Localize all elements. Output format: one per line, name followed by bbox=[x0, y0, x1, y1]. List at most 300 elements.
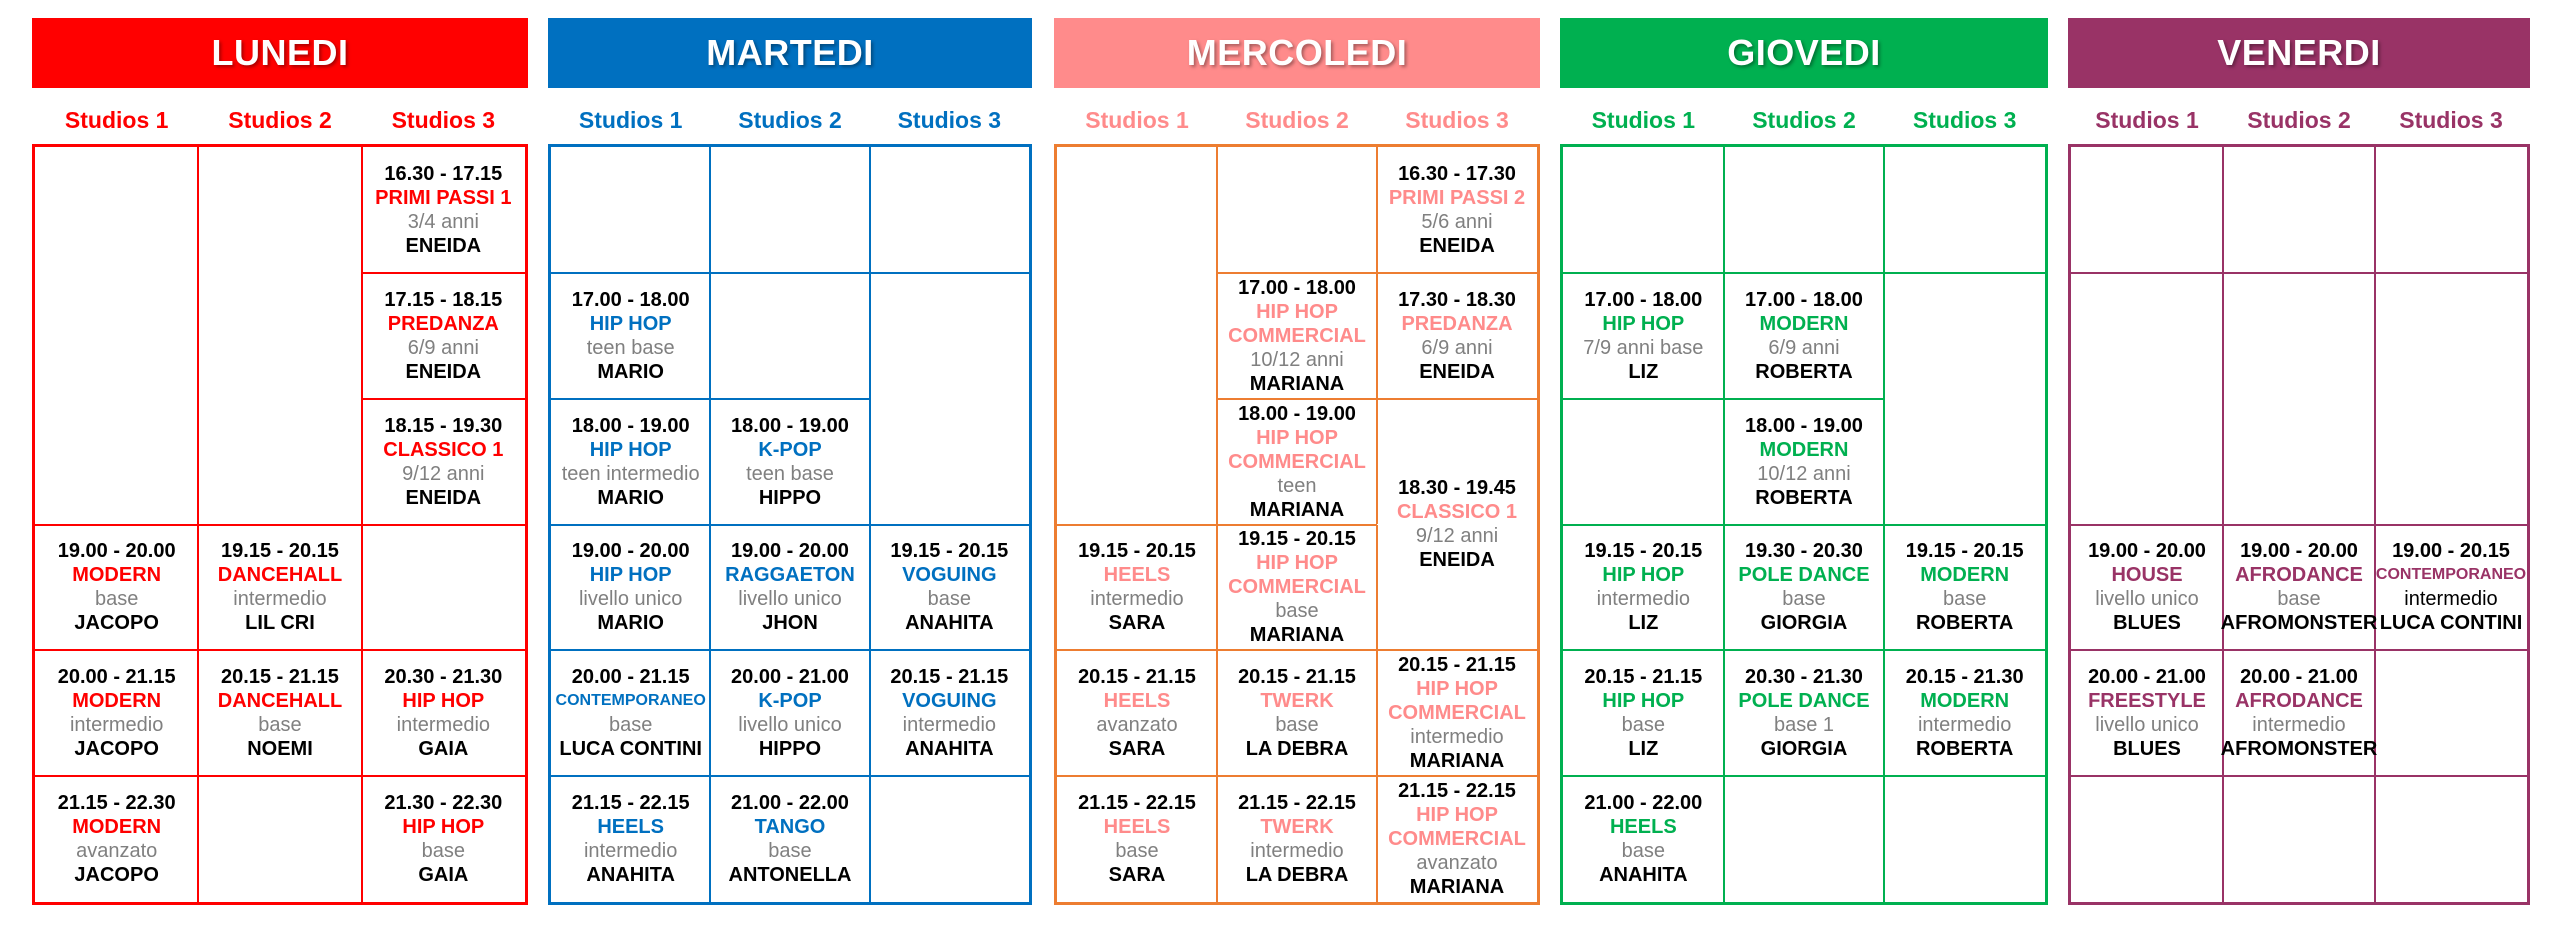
studio-label: Studios 3 bbox=[897, 106, 1002, 133]
class-style: HIP HOP bbox=[589, 438, 672, 461]
class-time: 20.15 - 21.30 bbox=[1905, 666, 2024, 689]
class-teacher: ANAHITA bbox=[905, 612, 994, 635]
day-header-venerdi: VENERDI bbox=[2068, 18, 2530, 88]
class-level: intermedio bbox=[1250, 840, 1344, 863]
class-time: 16.30 - 17.30 bbox=[1398, 162, 1516, 185]
class-style: MODERN bbox=[1920, 564, 2010, 587]
class-level: base 1 bbox=[1773, 714, 1835, 737]
class-teacher: MARIANA bbox=[1249, 498, 1345, 521]
class-time: 20.15 - 21.15 bbox=[1398, 654, 1516, 677]
studio-label: Studios 3 bbox=[391, 106, 496, 133]
class-level: avanzato bbox=[1096, 714, 1178, 737]
class-slot[interactable] bbox=[1057, 650, 1217, 776]
class-style: TWERK bbox=[1260, 816, 1334, 839]
class-slot[interactable] bbox=[1377, 147, 1537, 273]
empty-slot bbox=[2071, 776, 2223, 902]
class-teacher: GAIA bbox=[418, 864, 469, 887]
class-style: TANGO bbox=[754, 816, 826, 839]
class-slot[interactable] bbox=[1724, 650, 1885, 776]
class-time: 16.30 - 17.15 bbox=[384, 162, 503, 185]
class-level: intermedio bbox=[396, 714, 491, 737]
class-level: base bbox=[1942, 588, 1987, 611]
class-time: 20.30 - 21.30 bbox=[1745, 666, 1863, 689]
class-time: 19.15 - 20.15 bbox=[1905, 540, 2024, 563]
class-time: 20.15 - 21.15 bbox=[1078, 666, 1196, 689]
class-style: POLE DANCE bbox=[1738, 690, 1870, 713]
class-teacher: ANAHITA bbox=[905, 738, 994, 761]
class-time: 19.15 - 20.15 bbox=[1078, 540, 1196, 563]
class-style: MODERN bbox=[1759, 438, 1849, 461]
class-style: HIP HOP bbox=[1602, 564, 1685, 587]
studio-label: Studios 2 bbox=[1752, 106, 1856, 133]
class-level: base bbox=[421, 840, 465, 863]
empty-slot bbox=[1884, 273, 2045, 525]
studio-label: Studios 1 bbox=[1591, 106, 1696, 133]
day-column-mercoledi bbox=[1054, 0, 1540, 937]
class-slot[interactable] bbox=[870, 525, 1029, 651]
day-header-giovedi: GIOVEDI bbox=[1560, 18, 2048, 88]
class-level: base bbox=[258, 714, 302, 737]
class-teacher: ANTONELLA bbox=[728, 864, 852, 887]
class-time: 19.15 - 20.15 bbox=[890, 540, 1009, 563]
class-slot[interactable] bbox=[1217, 525, 1377, 651]
class-teacher: LUCA CONTINI bbox=[559, 738, 702, 761]
day-header-mercoledi: MERCOLEDI bbox=[1054, 18, 1540, 88]
class-level: teen base bbox=[586, 336, 675, 359]
class-time: 17.15 - 18.15 bbox=[384, 288, 503, 311]
class-style: PRIMI PASSI 2 bbox=[1388, 186, 1526, 209]
class-style: HEELS bbox=[1103, 564, 1171, 587]
class-style: FREESTYLE bbox=[2088, 690, 2206, 713]
class-time: 17.30 - 18.30 bbox=[1398, 288, 1516, 311]
class-slot[interactable] bbox=[1724, 399, 1885, 525]
class-teacher: SARA bbox=[1108, 864, 1166, 887]
class-teacher: JACOPO bbox=[74, 612, 159, 635]
class-slot[interactable] bbox=[1884, 525, 2045, 651]
class-time: 18.15 - 19.30 bbox=[384, 414, 503, 437]
class-teacher: LUCA CONTINI bbox=[2379, 612, 2523, 635]
class-teacher: MARIANA bbox=[1409, 750, 1505, 773]
class-style: CLASSICO 1 bbox=[1396, 501, 1518, 524]
class-style: HEELS bbox=[1609, 816, 1677, 839]
class-level: intermedio bbox=[2404, 588, 2498, 611]
empty-slot bbox=[198, 147, 361, 525]
class-level: intermedio bbox=[583, 840, 678, 863]
class-teacher: ROBERTA bbox=[1915, 612, 2014, 635]
class-teacher: LIL CRI bbox=[245, 612, 315, 635]
class-style: MODERN bbox=[72, 816, 162, 839]
class-time: 18.00 - 19.00 bbox=[731, 414, 849, 437]
class-teacher: ENEIDA bbox=[405, 234, 482, 257]
class-style: K-POP bbox=[758, 690, 822, 713]
class-level: 7/9 anni base bbox=[1583, 336, 1704, 359]
class-style: HIP HOP bbox=[1256, 552, 1338, 575]
class-slot[interactable] bbox=[2375, 525, 2527, 651]
class-teacher: MARIANA bbox=[1249, 624, 1345, 647]
class-teacher: ENEIDA bbox=[405, 360, 482, 383]
empty-slot bbox=[1563, 399, 1724, 525]
class-level: 3/4 anni bbox=[407, 210, 479, 233]
schedule-grid-lunedi bbox=[32, 144, 528, 905]
class-level: base bbox=[1275, 714, 1319, 737]
class-slot[interactable] bbox=[870, 650, 1029, 776]
class-slot[interactable] bbox=[2220, 650, 2378, 776]
class-slot[interactable] bbox=[362, 399, 525, 525]
class-level: 6/9 anni bbox=[407, 336, 479, 359]
class-level: teen intermedio bbox=[561, 462, 700, 485]
class-level: intermedio bbox=[1410, 726, 1504, 749]
class-slot[interactable] bbox=[35, 776, 198, 902]
empty-slot bbox=[2223, 776, 2375, 902]
class-time: 20.15 - 21.15 bbox=[1584, 666, 1703, 689]
class-style: DANCEHALL bbox=[217, 690, 343, 713]
class-teacher: MARIANA bbox=[1249, 372, 1345, 395]
class-level: teen bbox=[1277, 474, 1317, 497]
empty-slot bbox=[2375, 147, 2527, 273]
schedule-grid-mercoledi bbox=[1054, 144, 1540, 905]
empty-slot bbox=[1724, 776, 1885, 902]
class-level: intermedio bbox=[233, 588, 327, 611]
class-time: 18.30 - 19.45 bbox=[1398, 477, 1516, 500]
class-style: AFRODANCE bbox=[2235, 564, 2363, 587]
class-level: 9/12 anni bbox=[402, 462, 485, 485]
class-style: MODERN bbox=[72, 564, 162, 587]
class-slot[interactable] bbox=[1563, 273, 1724, 399]
class-teacher: MARIO bbox=[597, 360, 664, 383]
class-teacher: GAIA bbox=[418, 738, 469, 761]
class-time: 21.00 - 22.00 bbox=[1584, 792, 1703, 815]
class-teacher: JACOPO bbox=[74, 864, 159, 887]
day-column-giovedi bbox=[1560, 0, 2048, 937]
class-teacher: GIORGIA bbox=[1760, 738, 1848, 761]
class-style: HIP HOP bbox=[1256, 300, 1338, 323]
class-style: PRIMI PASSI 1 bbox=[375, 186, 512, 209]
studio-label: Studios 1 bbox=[2095, 106, 2199, 133]
class-level: intermedio bbox=[69, 714, 164, 737]
class-style: HEELS bbox=[597, 816, 664, 839]
class-style: PREDANZA bbox=[1401, 312, 1513, 335]
class-style: RAGGAETON bbox=[725, 564, 855, 587]
class-teacher: HIPPO bbox=[758, 738, 822, 761]
empty-slot bbox=[710, 147, 869, 273]
class-style: HIP HOP bbox=[589, 564, 672, 587]
class-level: base bbox=[1115, 840, 1159, 863]
empty-slot bbox=[1217, 147, 1377, 273]
empty-slot bbox=[198, 776, 361, 902]
class-time: 20.15 - 21.15 bbox=[890, 666, 1009, 689]
class-time: 20.30 - 21.30 bbox=[384, 666, 503, 689]
studio-label: Studios 2 bbox=[228, 106, 332, 133]
empty-slot bbox=[2375, 776, 2527, 902]
class-style: VOGUING bbox=[902, 564, 997, 587]
class-level: teen base bbox=[746, 462, 834, 485]
class-slot[interactable] bbox=[198, 650, 361, 776]
class-slot[interactable] bbox=[1057, 525, 1217, 651]
class-style: MODERN bbox=[1759, 312, 1849, 335]
class-level: base bbox=[2277, 588, 2321, 611]
class-style: COMMERCIAL bbox=[1228, 576, 1366, 599]
empty-slot bbox=[2071, 147, 2223, 273]
class-style: HOUSE bbox=[2111, 564, 2183, 587]
studio-label: Studios 1 bbox=[64, 106, 169, 133]
class-time: 17.00 - 18.00 bbox=[1745, 288, 1863, 311]
class-time: 21.15 - 22.15 bbox=[1078, 792, 1196, 815]
class-style: HIP HOP bbox=[1256, 426, 1338, 449]
class-slot[interactable] bbox=[1217, 399, 1377, 525]
class-slot[interactable] bbox=[710, 525, 869, 651]
class-level: intermedio bbox=[2252, 714, 2346, 737]
day-column-venerdi bbox=[2068, 0, 2530, 937]
class-slot[interactable] bbox=[551, 776, 710, 902]
class-teacher: ENEIDA bbox=[1419, 360, 1495, 383]
empty-slot bbox=[1057, 147, 1217, 525]
class-teacher: ENEIDA bbox=[1419, 549, 1495, 572]
empty-slot bbox=[362, 525, 525, 651]
class-slot[interactable] bbox=[1563, 650, 1724, 776]
class-style: K-POP bbox=[758, 438, 822, 461]
studio-label: Studios 1 bbox=[578, 106, 683, 133]
empty-slot bbox=[1563, 147, 1724, 273]
class-teacher: HIPPO bbox=[758, 486, 822, 509]
class-level: livello unico bbox=[2095, 714, 2199, 737]
class-level: base bbox=[927, 588, 971, 611]
day-header-lunedi: LUNEDI bbox=[32, 18, 528, 88]
class-style: HIP HOP bbox=[589, 312, 672, 335]
class-time: 19.00 - 20.00 bbox=[571, 540, 690, 563]
class-time: 20.15 - 21.15 bbox=[1238, 666, 1356, 689]
class-teacher: BLUES bbox=[2113, 738, 2181, 761]
class-slot[interactable] bbox=[1377, 650, 1537, 776]
class-teacher: NOEMI bbox=[247, 738, 313, 761]
class-style: AFRODANCE bbox=[2235, 690, 2363, 713]
class-slot[interactable] bbox=[1217, 776, 1377, 902]
class-teacher: SARA bbox=[1108, 738, 1166, 761]
class-slot[interactable] bbox=[710, 650, 869, 776]
class-time: 18.00 - 19.00 bbox=[1238, 402, 1356, 425]
class-level: avanzato bbox=[1416, 852, 1498, 875]
class-style: HIP HOP bbox=[402, 816, 485, 839]
class-level: 5/6 anni bbox=[1421, 210, 1493, 233]
studio-label: Studios 1 bbox=[1085, 106, 1189, 133]
class-level: livello unico bbox=[738, 714, 842, 737]
class-slot[interactable] bbox=[35, 650, 198, 776]
class-style: CONTEMPORANEO bbox=[2375, 566, 2527, 584]
day-column-lunedi bbox=[32, 0, 528, 937]
class-slot[interactable] bbox=[1563, 776, 1724, 902]
class-level: 10/12 anni bbox=[1757, 462, 1851, 485]
empty-slot bbox=[2375, 650, 2527, 776]
class-level: avanzato bbox=[76, 840, 158, 863]
class-level: base bbox=[94, 588, 139, 611]
empty-slot bbox=[870, 776, 1029, 902]
empty-slot bbox=[870, 273, 1029, 525]
class-level: base bbox=[1782, 588, 1826, 611]
studio-label: Studios 2 bbox=[2247, 106, 2351, 133]
class-teacher: ROBERTA bbox=[1755, 486, 1853, 509]
class-time: 21.15 - 22.30 bbox=[57, 792, 176, 815]
class-slot[interactable] bbox=[551, 525, 710, 651]
class-level: base bbox=[768, 840, 812, 863]
class-time: 21.15 - 22.15 bbox=[571, 792, 690, 815]
class-slot[interactable] bbox=[551, 399, 710, 525]
class-slot[interactable] bbox=[2071, 525, 2223, 651]
class-teacher: ROBERTA bbox=[1915, 738, 2014, 761]
schedule-grid-venerdi bbox=[2068, 144, 2530, 905]
class-time: 20.15 - 21.15 bbox=[221, 666, 339, 689]
empty-slot bbox=[551, 147, 710, 273]
class-style: COMMERCIAL bbox=[1228, 324, 1366, 347]
class-slot[interactable] bbox=[362, 147, 525, 273]
class-teacher: ENEIDA bbox=[1419, 234, 1495, 257]
class-style: MODERN bbox=[1920, 690, 2010, 713]
class-style: COMMERCIAL bbox=[1228, 450, 1366, 473]
class-time: 17.00 - 18.00 bbox=[571, 288, 690, 311]
studio-label: Studios 3 bbox=[1912, 106, 2017, 133]
empty-slot bbox=[2223, 147, 2375, 273]
class-level: base bbox=[1621, 840, 1666, 863]
class-slot[interactable] bbox=[1377, 776, 1537, 902]
class-level: intermedio bbox=[1917, 714, 2012, 737]
class-style: POLE DANCE bbox=[1738, 564, 1870, 587]
class-time: 19.00 - 20.00 bbox=[2088, 540, 2206, 563]
class-time: 19.00 - 20.00 bbox=[731, 540, 849, 563]
class-time: 19.00 - 20.00 bbox=[2240, 540, 2358, 563]
class-style: HIP HOP bbox=[1416, 804, 1498, 827]
class-slot[interactable] bbox=[1884, 650, 2045, 776]
class-time: 20.00 - 21.00 bbox=[2240, 666, 2358, 689]
class-time: 21.30 - 22.30 bbox=[384, 792, 503, 815]
class-level: 10/12 anni bbox=[1250, 348, 1344, 371]
class-slot[interactable] bbox=[1563, 525, 1724, 651]
class-time: 19.15 - 20.15 bbox=[1238, 528, 1356, 551]
class-level: livello unico bbox=[2095, 588, 2199, 611]
empty-slot bbox=[2223, 273, 2375, 525]
class-style: HIP HOP bbox=[1602, 312, 1685, 335]
class-level: livello unico bbox=[578, 588, 683, 611]
empty-slot bbox=[2375, 273, 2527, 525]
class-teacher: JACOPO bbox=[74, 738, 159, 761]
class-time: 21.15 - 22.15 bbox=[1398, 780, 1516, 803]
class-time: 21.00 - 22.00 bbox=[731, 792, 849, 815]
class-time: 21.15 - 22.15 bbox=[1238, 792, 1356, 815]
class-teacher: ROBERTA bbox=[1755, 360, 1853, 383]
class-time: 19.15 - 20.15 bbox=[1584, 540, 1703, 563]
empty-slot bbox=[2071, 273, 2223, 525]
class-slot[interactable] bbox=[35, 525, 198, 651]
schedule-grid-giovedi bbox=[1560, 144, 2048, 905]
empty-slot bbox=[1724, 147, 1885, 273]
class-slot[interactable] bbox=[551, 273, 710, 399]
class-slot[interactable] bbox=[2220, 525, 2378, 651]
class-style: CONTEMPORANEO bbox=[555, 692, 706, 710]
class-teacher: LIZ bbox=[1628, 360, 1659, 383]
class-slot[interactable] bbox=[362, 776, 525, 902]
class-style: MODERN bbox=[72, 690, 162, 713]
class-style: HEELS bbox=[1103, 690, 1171, 713]
class-teacher: SARA bbox=[1108, 612, 1166, 635]
class-time: 17.00 - 18.00 bbox=[1238, 276, 1356, 299]
class-style: COMMERCIAL bbox=[1388, 702, 1526, 725]
class-level: intermedio bbox=[1596, 588, 1691, 611]
class-slot[interactable] bbox=[2071, 650, 2223, 776]
class-style: TWERK bbox=[1260, 690, 1334, 713]
class-teacher: LA DEBRA bbox=[1245, 738, 1349, 761]
class-time: 19.15 - 20.15 bbox=[221, 540, 339, 563]
class-time: 20.00 - 21.00 bbox=[731, 666, 849, 689]
class-level: base bbox=[1621, 714, 1666, 737]
class-slot[interactable] bbox=[1724, 273, 1885, 399]
class-style: HIP HOP bbox=[1416, 678, 1498, 701]
class-slot[interactable] bbox=[710, 399, 869, 525]
class-time: 19.00 - 20.15 bbox=[2392, 540, 2510, 563]
class-level: 6/9 anni bbox=[1768, 336, 1840, 359]
class-slot[interactable] bbox=[1217, 650, 1377, 776]
class-level: 9/12 anni bbox=[1415, 525, 1499, 548]
class-teacher: MARIO bbox=[597, 612, 664, 635]
class-teacher: ANAHITA bbox=[586, 864, 675, 887]
class-slot[interactable] bbox=[1217, 273, 1377, 399]
class-time: 20.00 - 21.15 bbox=[57, 666, 176, 689]
class-teacher: LA DEBRA bbox=[1245, 864, 1349, 887]
class-style: COMMERCIAL bbox=[1388, 828, 1526, 851]
empty-slot bbox=[870, 147, 1029, 273]
class-teacher: MARIANA bbox=[1409, 876, 1505, 899]
class-slot[interactable] bbox=[710, 776, 869, 902]
class-time: 19.00 - 20.00 bbox=[57, 540, 176, 563]
class-slot[interactable] bbox=[1377, 273, 1537, 399]
class-teacher: ANAHITA bbox=[1599, 864, 1688, 887]
empty-slot bbox=[1884, 776, 2045, 902]
class-slot[interactable] bbox=[362, 650, 525, 776]
class-time: 18.00 - 19.00 bbox=[1745, 414, 1863, 437]
studio-label: Studios 3 bbox=[1405, 106, 1509, 133]
class-level: base bbox=[1275, 600, 1319, 623]
class-teacher: BLUES bbox=[2113, 612, 2181, 635]
class-time: 17.00 - 18.00 bbox=[1584, 288, 1703, 311]
class-slot[interactable] bbox=[198, 525, 361, 651]
class-level: intermedio bbox=[1090, 588, 1184, 611]
class-time: 19.30 - 20.30 bbox=[1745, 540, 1863, 563]
class-style: CLASSICO 1 bbox=[383, 438, 504, 461]
class-level: 6/9 anni bbox=[1421, 336, 1493, 359]
studio-label: Studios 2 bbox=[1245, 106, 1349, 133]
studio-label: Studios 3 bbox=[2399, 106, 2503, 133]
class-level: base bbox=[608, 714, 653, 737]
class-slot[interactable] bbox=[1724, 525, 1885, 651]
class-style: HIP HOP bbox=[1602, 690, 1685, 713]
class-style: HIP HOP bbox=[402, 690, 485, 713]
class-level: livello unico bbox=[738, 588, 842, 611]
class-teacher: MARIO bbox=[597, 486, 664, 509]
class-teacher: AFROMONSTER bbox=[2220, 612, 2378, 635]
class-style: PREDANZA bbox=[387, 312, 499, 335]
class-teacher: ENEIDA bbox=[405, 486, 482, 509]
schedule-grid-martedi bbox=[548, 144, 1032, 905]
class-slot[interactable] bbox=[1057, 776, 1217, 902]
day-header-martedi: MARTEDI bbox=[548, 18, 1032, 88]
class-slot[interactable] bbox=[551, 650, 710, 776]
class-teacher: LIZ bbox=[1628, 738, 1659, 761]
class-slot[interactable] bbox=[362, 273, 525, 399]
day-column-martedi bbox=[548, 0, 1032, 937]
class-slot[interactable] bbox=[1377, 399, 1537, 651]
class-level: intermedio bbox=[902, 714, 997, 737]
class-time: 20.00 - 21.00 bbox=[2088, 666, 2206, 689]
class-style: HEELS bbox=[1103, 816, 1171, 839]
class-teacher: AFROMONSTER bbox=[2220, 738, 2378, 761]
class-teacher: LIZ bbox=[1628, 612, 1659, 635]
class-time: 18.00 - 19.00 bbox=[571, 414, 690, 437]
